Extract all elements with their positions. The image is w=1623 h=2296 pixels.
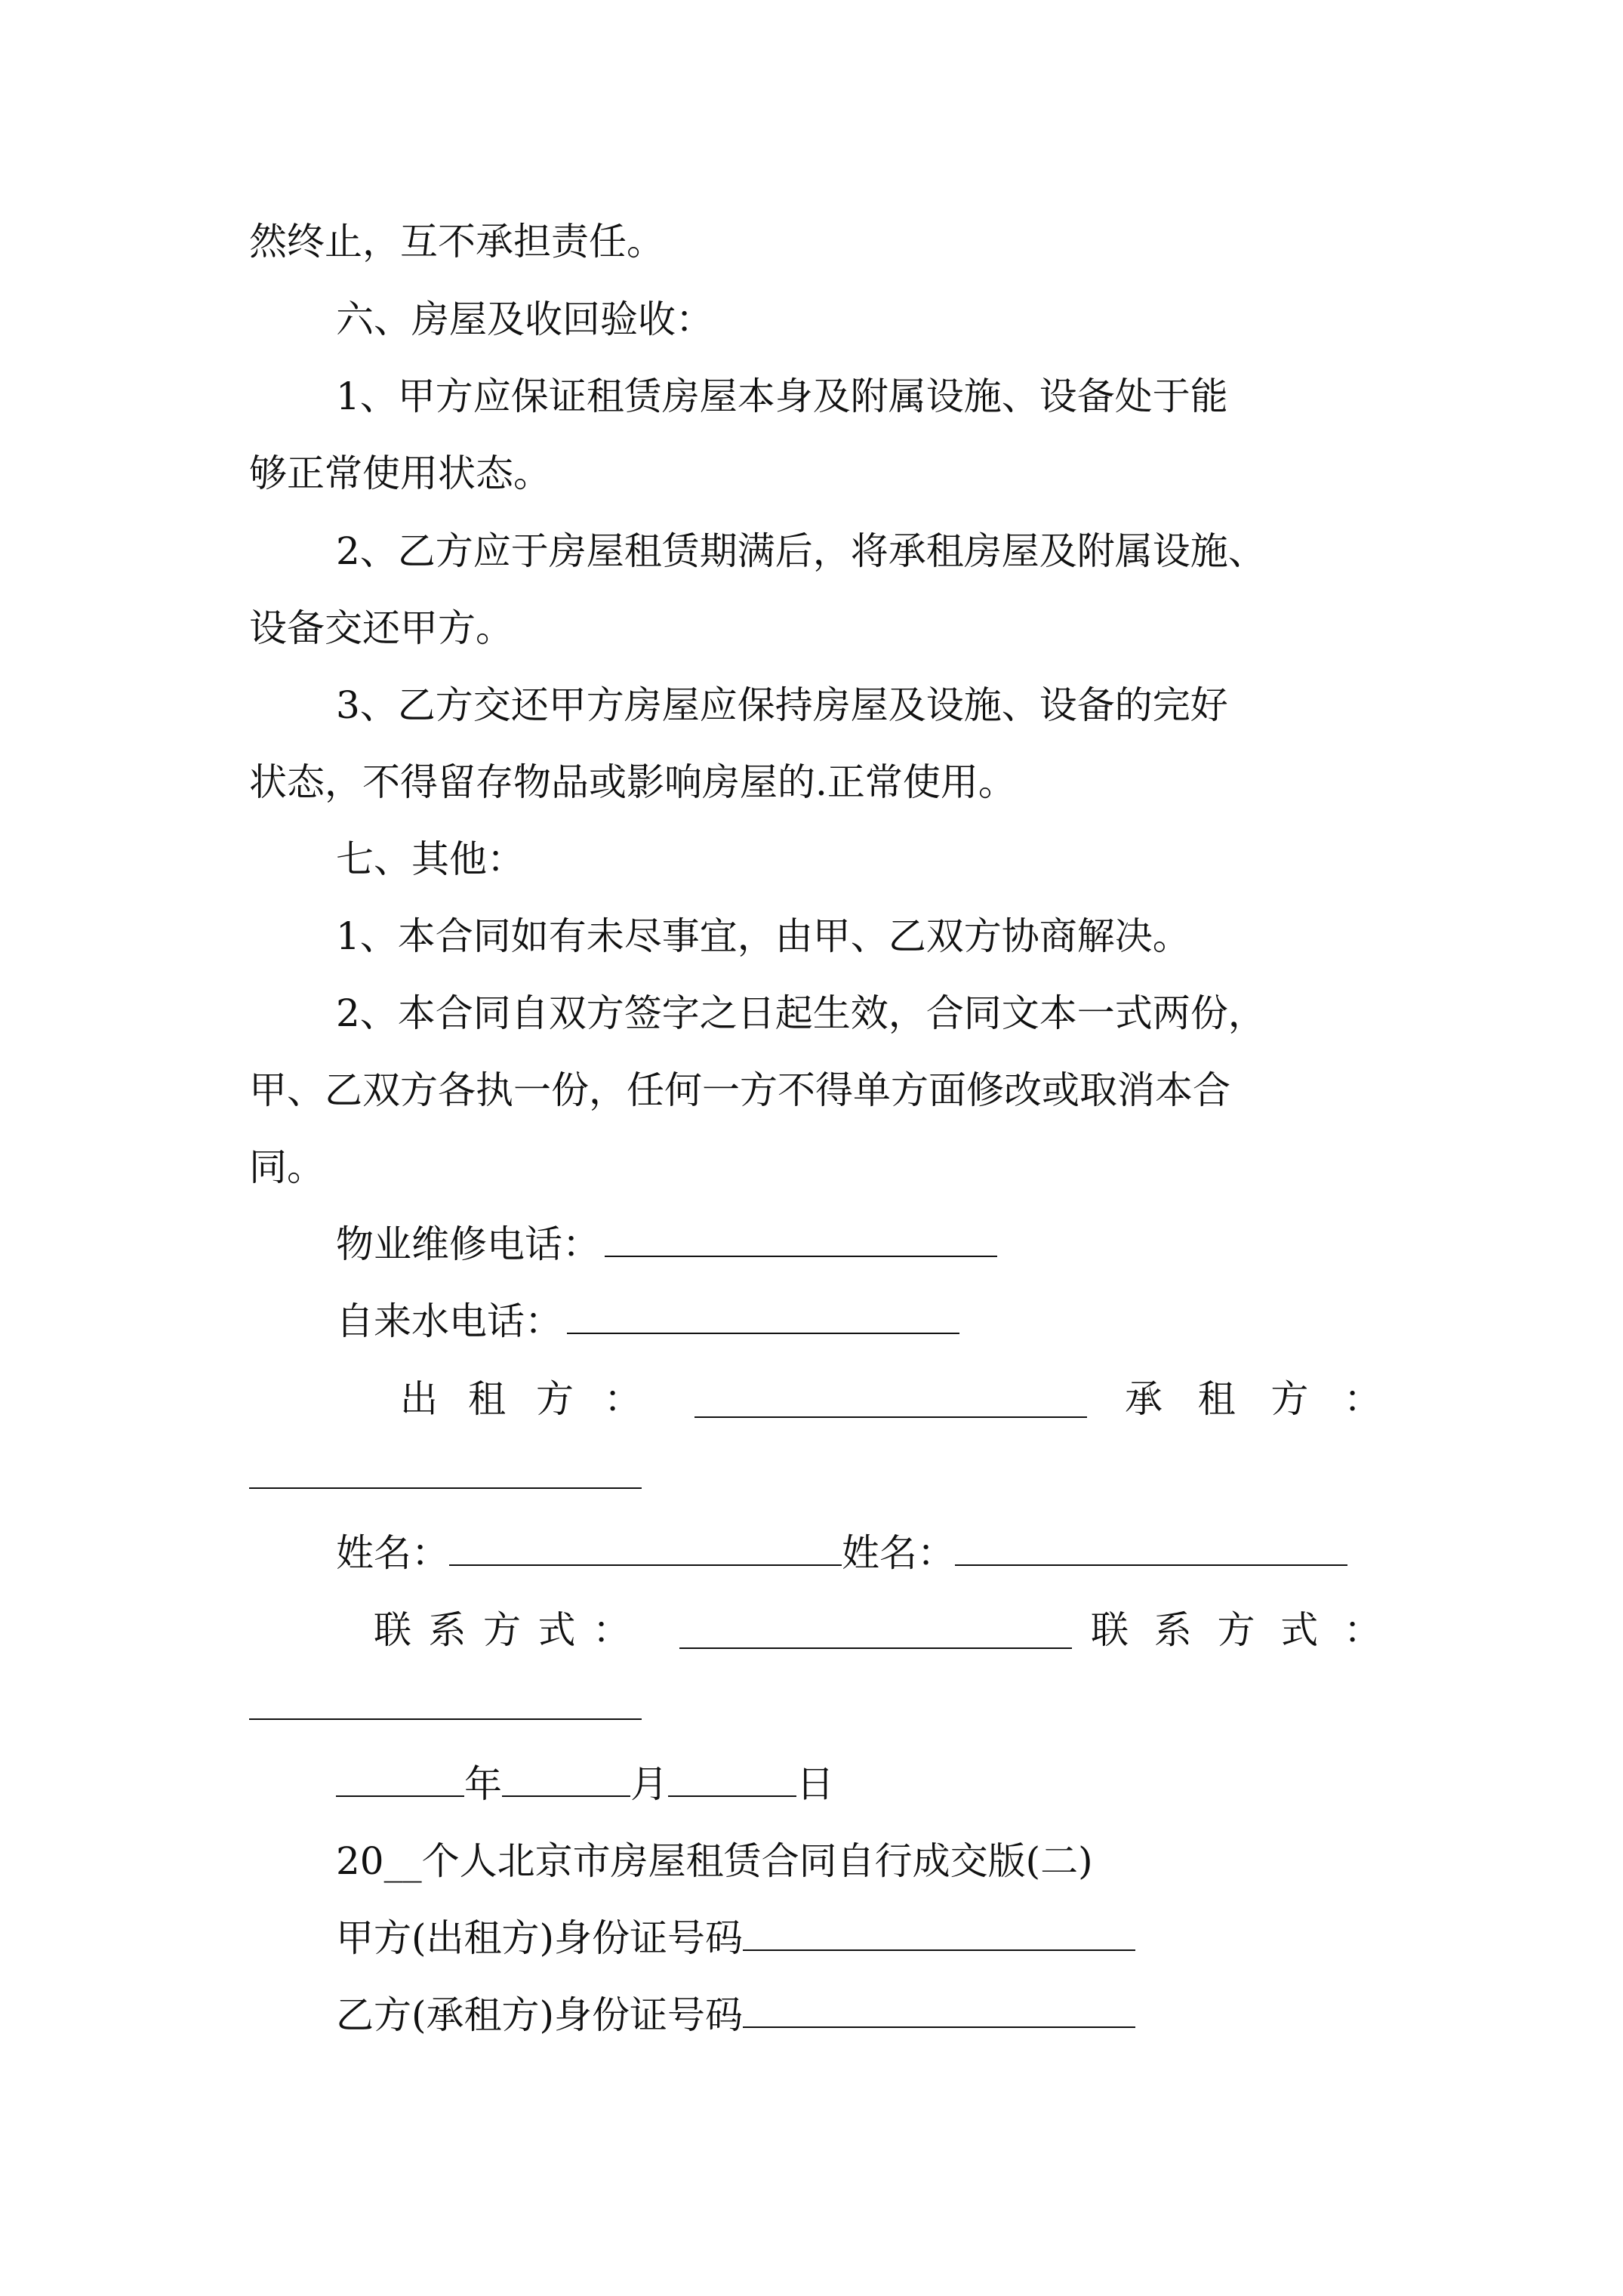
- contact-b-label: [1091, 1596, 1381, 1664]
- paragraph: 状态，不得留存物品或影响房屋的.正常使用。: [249, 760, 1016, 804]
- party-b-id-blank[interactable]: [743, 1984, 1135, 2028]
- paragraph: 1、甲方应保证租赁房屋本身及附属设施、设备处于能: [336, 374, 1228, 418]
- paragraph: 同。: [249, 1145, 325, 1189]
- contact-a-blank[interactable]: [679, 1605, 1072, 1649]
- paragraph: 设备交还甲方。: [249, 606, 513, 650]
- party-a-id-row: [336, 1904, 1381, 1972]
- paragraph: 1、本合同如有未尽事宜，由甲、乙双方协商解决。: [336, 914, 1190, 958]
- name-a-label: 姓名：: [336, 1531, 449, 1575]
- party-a-id-blank[interactable]: [743, 1907, 1135, 1951]
- water-phone-label: 自来水电话：: [336, 1299, 562, 1343]
- lessee-label: [1125, 1365, 1381, 1433]
- lessee-blank-row: [249, 1442, 1381, 1510]
- party-a-id-label: 甲方(出租方)身份证号码: [336, 1916, 744, 1960]
- lessor-char: 租: [468, 1377, 506, 1421]
- day-label: 日: [796, 1762, 834, 1806]
- party-b-id-row: [336, 1981, 1381, 2049]
- section-title: 六、房屋及收回验收：: [336, 297, 713, 341]
- lessor-label: [400, 1365, 642, 1433]
- lessor-char: ：: [604, 1377, 642, 1421]
- contact-a-label: [374, 1596, 630, 1664]
- water-phone-row: [336, 1287, 1381, 1355]
- contact-row: [374, 1596, 1381, 1664]
- contact-b-char: ：: [1344, 1608, 1381, 1652]
- paragraph: 2、本合同自双方签字之日起生效，合同文本一式两份，: [336, 991, 1266, 1035]
- month-blank[interactable]: [502, 1753, 630, 1797]
- year-label: 年: [464, 1762, 502, 1806]
- paragraph: 够正常使用状态。: [249, 451, 551, 495]
- name-a-blank[interactable]: [449, 1522, 842, 1566]
- lessee-char: 方: [1270, 1377, 1309, 1421]
- property-phone-label: 物业维修电话：: [336, 1222, 600, 1266]
- paragraph: 然终止，互不承担责任。: [249, 220, 664, 264]
- property-phone-blank[interactable]: [605, 1213, 997, 1257]
- name-row: [336, 1519, 1381, 1587]
- contact-a-char: 式: [537, 1608, 576, 1652]
- contact-b-char: 联: [1091, 1608, 1129, 1652]
- year-blank[interactable]: [336, 1753, 464, 1797]
- lessee-char: 租: [1197, 1377, 1236, 1421]
- date-row: [336, 1750, 1381, 1818]
- day-blank[interactable]: [668, 1753, 796, 1797]
- contact-b-char: 系: [1153, 1608, 1192, 1652]
- contact-b-char: 方: [1217, 1608, 1255, 1652]
- contact-a-char: 联: [374, 1608, 411, 1652]
- name-b-label: 姓名：: [842, 1531, 955, 1575]
- contact-a-char: 方: [483, 1608, 521, 1652]
- contact-b-char: 式: [1280, 1608, 1319, 1652]
- contact-b-blank[interactable]: [249, 1676, 642, 1720]
- water-phone-blank[interactable]: [567, 1290, 959, 1334]
- name-b-blank[interactable]: [955, 1522, 1347, 1566]
- property-phone-row: [336, 1210, 1381, 1278]
- party-b-id-label: 乙方(承租方)身份证号码: [336, 1993, 744, 2037]
- lessor-blank[interactable]: [694, 1374, 1087, 1418]
- lessee-blank[interactable]: [249, 1445, 642, 1489]
- month-label: 月: [630, 1762, 668, 1806]
- contact-a-char: ：: [593, 1608, 630, 1652]
- lessor-lessee-row: [400, 1365, 1381, 1433]
- contact-b-blank-row: [249, 1673, 1381, 1741]
- paragraph: 甲、乙双方各执一份，任何一方不得单方面修改或取消本合: [249, 1068, 1230, 1112]
- lessor-char: 出: [400, 1377, 438, 1421]
- paragraph: 3、乙方交还甲方房屋应保持房屋及设施、设备的完好: [336, 683, 1228, 727]
- lessee-char: ：: [1343, 1377, 1381, 1421]
- lessor-char: 方: [536, 1377, 574, 1421]
- paragraph: 2、乙方应于房屋租赁期满后，将承租房屋及附属设施、: [336, 529, 1266, 573]
- contact-a-char: 系: [428, 1608, 467, 1652]
- section-title: 七、其他：: [336, 837, 525, 881]
- lessee-char: 承: [1125, 1377, 1163, 1421]
- next-contract-title: 20__个人北京市房屋租赁合同自行成交版(二): [336, 1839, 1093, 1883]
